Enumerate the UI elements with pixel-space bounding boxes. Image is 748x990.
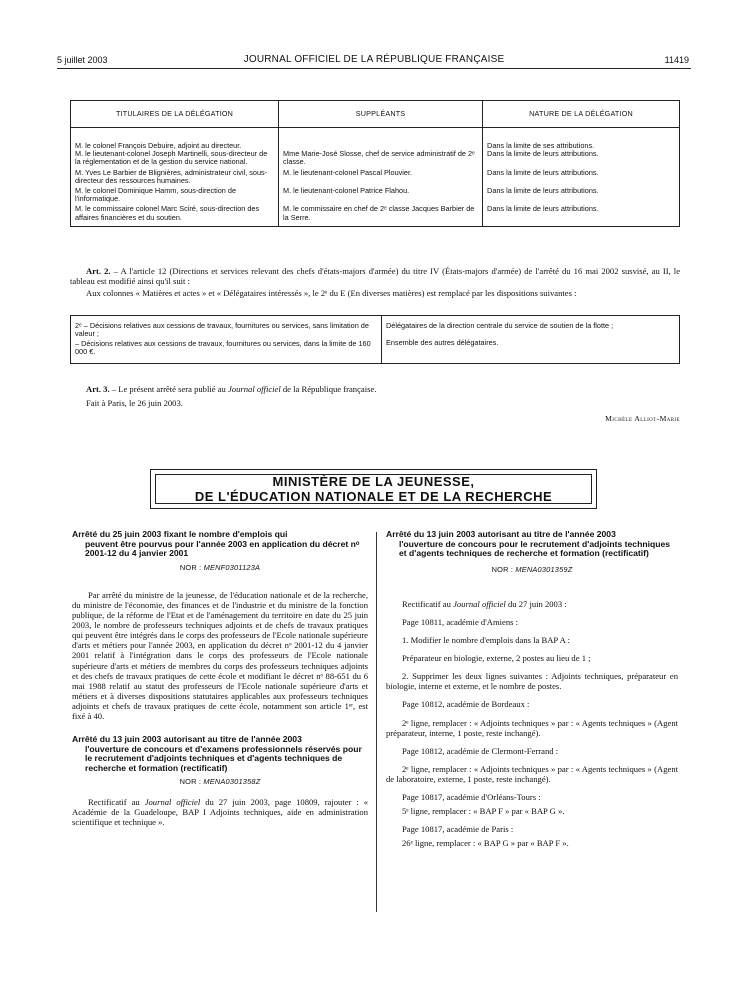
body-text: Rectificatif au — [402, 598, 454, 609]
delegate-line-2: Ensemble des autres délégataires. — [386, 338, 499, 348]
table-cell: Mme Marie-José Slosse, chef de service administratif de 2ᵉ classe. — [279, 150, 483, 166]
article-3 — [86, 384, 376, 394]
table-cell — [382, 316, 680, 364]
article-title-line: Arrêté du 13 juin 2003 autorisant au titre de l'année 2003 — [72, 734, 302, 745]
article-body: Par arrêté du ministre de la jeunesse, de l'éducation nationale et de la recherche, du ministre de l'économie, des finances et de l'industrie et du ministre de la fonction publique, de la réforme de l'Etat et de l'aménagement du territoire en date du 25 juin 2003, le nombre de professeurs techniques adjoints et de chefs de travaux pratiques qui peuvent être intégrés dans le corps des professeurs de l'Ecole nationale supérieure d'arts et métiers pour l'année 2003, en application du décret nᵒ 2001-12 du 4 janvier 2001 relatif à l'intégration dans le corps des professeurs de l'Ecole nationale supérieure d'arts et métiers de membres du corps des professeurs techniques adjoints et des chefs de travaux pratiques de cette école et modifiant le décret nᵒ 88-651 du 6 mai 1988 relatif au statut des professeurs de l'Ecole nationale supérieure d'arts et métiers et à diverses dispositions statutaires applicables aux professeurs techniques adjoints et chefs de travaux pratiques de cette école, notamment son article 1ᵉʳ, est fixé à 40. — [72, 589, 368, 721]
table-cell: M. le commissaire en chef de 2ᵉ classe Jacques Barbier de la Serre. — [279, 205, 483, 226]
paragraph: Page 10812, académie de Clermont-Ferrand : — [402, 745, 559, 756]
nor-reference — [386, 565, 678, 575]
nor-label: NOR : — [179, 777, 204, 787]
article-3-text: – Le présent arrêté sera publié au — [109, 384, 228, 394]
table-cell: M. le lieutenant-colonel Pascal Plouvier. — [279, 169, 483, 185]
ministry-line-2: DE L'ÉDUCATION NATIONALE ET DE LA RECHERCHE — [194, 489, 553, 504]
col-header-nature: NATURE DE LA DÉLÉGATION — [483, 101, 680, 128]
nor-code: MENA0301359Z — [515, 564, 573, 574]
body-italic: Journal officiel — [144, 796, 201, 807]
paragraph: Page 10812, académie de Bordeaux : — [402, 699, 530, 710]
right-column — [386, 530, 678, 856]
article-title — [386, 530, 678, 559]
article-3-label: Art. 3. — [86, 384, 110, 394]
paragraph: Préparateur en biologie, externe, 2 postes au lieu de 1 ; — [402, 653, 591, 664]
table-row — [71, 169, 680, 185]
nor-code: MENA0301358Z — [203, 777, 261, 787]
decision-line-2: – Décisions relatives aux cessions de travaux, fournitures ou services, dans la limite de 160 000 €. — [75, 338, 371, 357]
paragraph: 1. Modifier le nombre d'emplois dans la BAP A : — [402, 635, 570, 646]
table-row — [71, 150, 680, 166]
table-cell: M. le lieutenant-colonel Joseph Martinelli, sous-directeur de la réglementation et de la gestion du service national. — [71, 150, 279, 166]
table-cell: Dans la limite de leurs attributions. — [483, 169, 680, 185]
body-italic: Journal officiel — [453, 598, 506, 609]
paragraph: 2ᵉ ligne, remplacer : « Adjoints techniques » par : « Agents techniques » (Agent préparateur, interne, 1 poste, reste inchangé). — [386, 717, 678, 738]
paragraph: Page 10817, académie d'Orléans-Tours : — [402, 792, 541, 802]
article-2-label: Art. 2. — [86, 266, 111, 276]
paragraph: 26ᵉ ligne, remplacer : « BAP G » par « BAP F ». — [402, 838, 569, 849]
aux-paragraph: Aux colonnes « Matières et actes » et « Délégataires intéressés », le 2ᵉ du E (En diverses matières) est remplacé par les dispositions suivantes : — [86, 288, 577, 298]
paragraph: Page 10811, académie d'Amiens : — [402, 616, 519, 627]
body-text-end: du 27 juin 2003 : — [505, 598, 567, 609]
article-2 — [70, 266, 680, 286]
article-title-rest: l'ouverture de concours pour le recrutement d'adjoints techniques et d'agents techniques de recherche et formation (rectificatif) — [399, 538, 671, 559]
col-header-titulaires: TITULAIRES DE LA DÉLÉGATION — [71, 101, 279, 128]
article-title — [72, 735, 368, 773]
article-title-line: Arrêté du 13 juin 2003 autorisant au titre de l'année 2003 — [386, 529, 616, 539]
article-title-rest: peuvent être pourvus pour l'année 2003 en application du décret nᵒ 2001-12 du 4 janvier 2001 — [85, 538, 360, 559]
left-column — [72, 530, 368, 827]
column-divider — [376, 532, 377, 912]
ministry-box — [150, 469, 597, 509]
table-cell — [279, 128, 483, 151]
nor-label: NOR : — [491, 564, 516, 574]
paragraph: 5ᵉ ligne, remplacer : « BAP F » par « BAP G ». — [402, 806, 565, 817]
table-cell: M. le colonel Dominique Hamm, sous-direction de l'informatique. — [71, 187, 279, 203]
paragraph: 2. Supprimer les deux lignes suivantes : Adjoints techniques, préparateur en biologie, interne et externe, et le nombre de postes. — [386, 671, 678, 692]
table-cell: M. le colonel François Debuire, adjoint au directeur. — [71, 128, 279, 151]
journal-title: JOURNAL OFFICIEL DE LA RÉPUBLIQUE FRANÇAISE — [243, 54, 505, 65]
body-text-end: du 27 juin 2003, page 10809, rajouter : « Académie de la Guadeloupe, BAP I Adjoints techniques, aide en administration scientifique et technique ». — [72, 796, 369, 827]
nor-label: NOR : — [179, 562, 204, 572]
table-row — [71, 128, 680, 151]
table-row — [71, 187, 680, 203]
nor-reference — [72, 777, 368, 787]
table-cell — [71, 316, 382, 364]
body-text: Rectificatif au — [88, 796, 145, 807]
article-3-text-end: de la République française. — [280, 384, 377, 394]
article-title — [72, 530, 368, 559]
table-cell: M. le commissaire colonel Marc Sciré, sous-direction des affaires financières et du soutien. — [71, 205, 279, 226]
article-3-italic: Journal officiel — [227, 384, 281, 394]
table-cell: Dans la limite de leurs attributions. — [483, 205, 680, 226]
table-cell: Dans la limite de ses attributions. — [483, 128, 680, 151]
delegation-table — [70, 100, 680, 227]
table-cell: M. le lieutenant-colonel Patrice Flahou. — [279, 187, 483, 203]
paragraph: Page 10817, académie de Paris : — [402, 824, 514, 835]
table-cell: M. Yves Le Barbier de Blignières, administrateur civil, sous-directeur des ressources humaines. — [71, 169, 279, 185]
decision-line-1: 2ᵉ – Décisions relatives aux cessions de travaux, fournitures ou services, sans limitation de valeur ; — [75, 321, 369, 339]
article-title-rest: l'ouverture de concours et d'examens professionnels réservés pour le recrutement d'adjoints techniques et d'agents techniques de recherche et formation (rectificatif) — [85, 743, 362, 773]
ministry-line-1: MINISTÈRE DE LA JEUNESSE, — [272, 474, 475, 489]
article-body — [72, 797, 368, 827]
date-place: Fait à Paris, le 26 juin 2003. — [86, 398, 183, 408]
header-rule — [57, 68, 691, 69]
decisions-table — [70, 315, 680, 364]
paragraph: 2ᵉ ligne, remplacer : « Adjoints techniques » par : « Agents techniques » (Agent de laboratoire, externe, 1 poste, reste inchangé). — [386, 763, 678, 784]
table-cell: Dans la limite de leurs attributions. — [483, 150, 680, 166]
nor-reference — [72, 563, 368, 573]
table-cell: Dans la limite de leurs attributions. — [483, 187, 680, 203]
col-header-suppleants: SUPPLÉANTS — [279, 101, 483, 128]
table-row — [71, 205, 680, 226]
article-title-line: Arrêté du 25 juin 2003 fixant le nombre d'emplois qui — [72, 529, 288, 539]
rectificatif-line — [386, 599, 678, 609]
table-row — [71, 316, 680, 364]
nor-code: MENF0301123A — [203, 562, 261, 572]
signature: Michèle Alliot-Marie — [605, 414, 680, 423]
article-2-text: – A l'article 12 (Directions et services relevant des chefs d'états-majors d'armée) du titre IV (États-majors d'armée) de l'arrêté du 16 mai 2002 susvisé, au II, le tableau est modifié ainsi qu'il suit : — [70, 266, 681, 286]
page-number: 11419 — [664, 55, 689, 65]
delegate-line-1: Délégataires de la direction centrale du service de soutien de la flotte ; — [386, 321, 614, 330]
header-date: 5 juillet 2003 — [57, 55, 108, 65]
